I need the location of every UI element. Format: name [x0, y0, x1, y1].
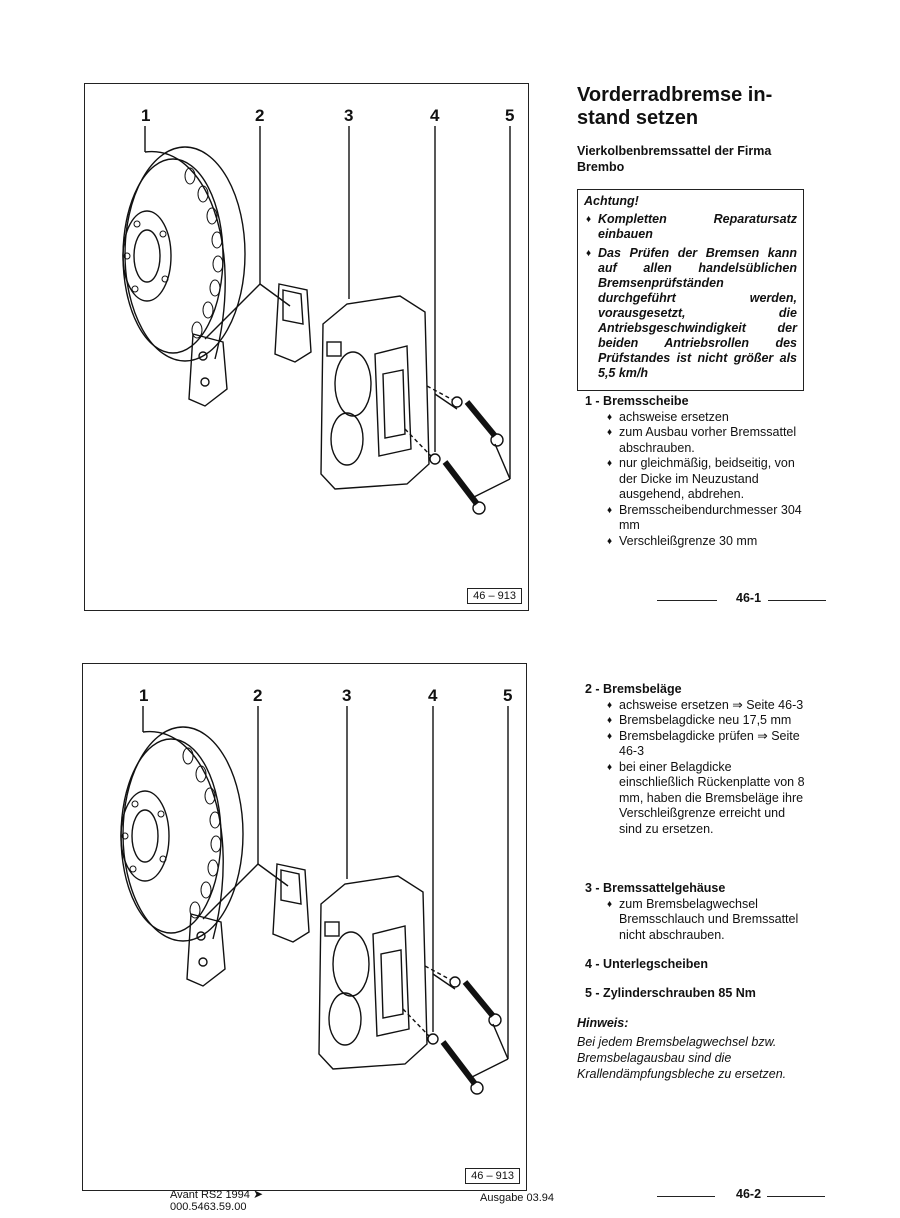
- item-bullet-list: [585, 698, 807, 838]
- bullet-diamond-icon: ♦: [607, 504, 613, 516]
- item-bullet-list: [585, 410, 807, 550]
- caution-list: [584, 212, 797, 381]
- item-bullet: [607, 456, 807, 503]
- exploded-view-figure-1: [84, 83, 529, 611]
- footer-model-name: Avant RS2 1994: [170, 1189, 250, 1201]
- item-bullet: [607, 728, 807, 760]
- page-subtitle: Vierkolbenbremssattel der Firma Brembo: [577, 144, 772, 174]
- page-title: [577, 84, 817, 130]
- page-number-rule: [767, 1196, 825, 1197]
- bullet-diamond-icon: ♦: [607, 898, 613, 910]
- bullet-text: Bremsscheibendurchmesser 304 mm: [619, 502, 802, 532]
- figure-label-5: 5: [503, 686, 513, 705]
- bullet-diamond-icon: ♦: [607, 458, 613, 469]
- item-bullet: [607, 896, 807, 944]
- bullet-text: achsweise ersetzen: [619, 409, 729, 424]
- item-bullet: [607, 425, 807, 456]
- page-number: 46-2: [736, 1187, 762, 1201]
- figure-label-1: 1: [139, 686, 149, 705]
- bullet-diamond-icon: ♦: [607, 535, 613, 547]
- figure-label-5: 5: [505, 106, 515, 125]
- item-bullet: [607, 502, 807, 534]
- bullet-text: Bremsbelagdicke prüfen ⇒ Seite 46-3: [619, 728, 800, 758]
- bullet-diamond-icon: ♦: [607, 427, 613, 438]
- figure-reference: 46 – 913: [467, 588, 522, 604]
- footer-part-number: 000.5463.59.00: [170, 1201, 247, 1213]
- bullet-text: achsweise ersetzen ⇒ Seite 46-3: [619, 697, 804, 712]
- bullet-diamond-icon: ♦: [607, 715, 613, 726]
- figure-label-3: 3: [344, 106, 354, 125]
- bullet-text: zum Ausbau vorher Bremssattel abschrauben.: [619, 425, 797, 455]
- figure-reference: 46 – 913: [465, 1168, 520, 1184]
- bullet-text: zum Bremsbelagwechsel Bremsschlauch und Bremssattel nicht abschrauben.: [619, 896, 799, 942]
- exploded-view-figure-2: [82, 663, 527, 1191]
- hint-text: Bei jedem Bremsbelagwechsel bzw. Bremsbelagausbau sind die Krallendämpfungsbleche zu ersetzen.: [577, 1035, 787, 1081]
- figure-label-2: 2: [253, 686, 263, 705]
- item-bullet-list: [585, 897, 807, 944]
- figure-label-4: 4: [430, 106, 440, 125]
- figure-label-3: 3: [342, 686, 352, 705]
- page-number-rule: [657, 1196, 715, 1197]
- bullet-text: Verschleißgrenze 30 mm: [619, 533, 758, 548]
- item-washers: [585, 957, 807, 973]
- brake-assembly-drawing: [85, 84, 528, 610]
- item-brake-pads: [585, 682, 807, 837]
- bullet-text: bei einer Belagdicke einschließlich Rückenplatte von 8 mm, haben die Bremsbeläge ihre Verschleißgrenze erreicht und sind zu ersetzen.: [619, 759, 805, 836]
- figure-label-4: 4: [428, 686, 438, 705]
- hint-heading: Hinweis:: [577, 1016, 629, 1030]
- item-bullet: [607, 533, 807, 550]
- figure-label-2: 2: [255, 106, 265, 125]
- bullet-diamond-icon: ♦: [607, 761, 613, 773]
- title-line-2: stand setzen: [577, 107, 699, 129]
- arrow-right-icon: ➤: [252, 1187, 264, 1201]
- bullet-text: nur gleichmäßig, beidseitig, von der Dicke im Neuzustand ausgehend, abdrehen.: [619, 456, 795, 501]
- item-heading: 2 - Bremsbeläge: [585, 682, 682, 696]
- item-bullet: [607, 697, 807, 714]
- page-number-rule: [768, 600, 826, 601]
- item-heading: 3 - Bremssattelgehäuse: [585, 881, 726, 895]
- footer-edition: Ausgabe 03.94: [480, 1192, 555, 1204]
- item-heading: 1 - Bremsscheibe: [585, 394, 689, 408]
- item-bullet: [607, 759, 807, 838]
- caution-box: [577, 189, 804, 391]
- page-number-rule: [657, 600, 717, 601]
- item-bullet: [607, 713, 807, 729]
- caution-heading: Achtung!: [584, 194, 639, 208]
- bullet-diamond-icon: ♦: [607, 699, 613, 711]
- item-caliper-housing: [585, 881, 807, 943]
- footer-model: [170, 1188, 263, 1213]
- figure-label-1: 1: [141, 106, 151, 125]
- brake-assembly-drawing: [83, 664, 526, 1190]
- caution-item: ♦ Das Prüfen der Bremsen kann auf allen handelsüblichen Bremsenprüfständen durchgeführt werden, vorausgesetzt, die Antriebsgeschwindigkeit der beiden Antriebsrollen des Prüfstandes ist nicht größer als 5,5 km/h: [584, 246, 797, 381]
- item-cylinder-screws: [585, 986, 807, 1002]
- item-bullet: [607, 409, 807, 426]
- title-line-1: Vorderradbremse in-: [577, 84, 773, 106]
- bullet-text: Bremsbelagdicke neu 17,5 mm: [619, 713, 792, 727]
- page-number: 46-1: [736, 591, 762, 605]
- bullet-diamond-icon: ♦: [607, 730, 613, 742]
- item-brake-disc: [585, 394, 807, 549]
- bullet-diamond-icon: ♦: [607, 411, 613, 423]
- item-heading: 4 - Unterlegscheiben: [585, 957, 708, 971]
- item-heading: 5 - Zylinderschrauben 85 Nm: [585, 986, 756, 1000]
- caution-item: ♦ Kompletten Reparatursatz einbauen: [584, 212, 797, 242]
